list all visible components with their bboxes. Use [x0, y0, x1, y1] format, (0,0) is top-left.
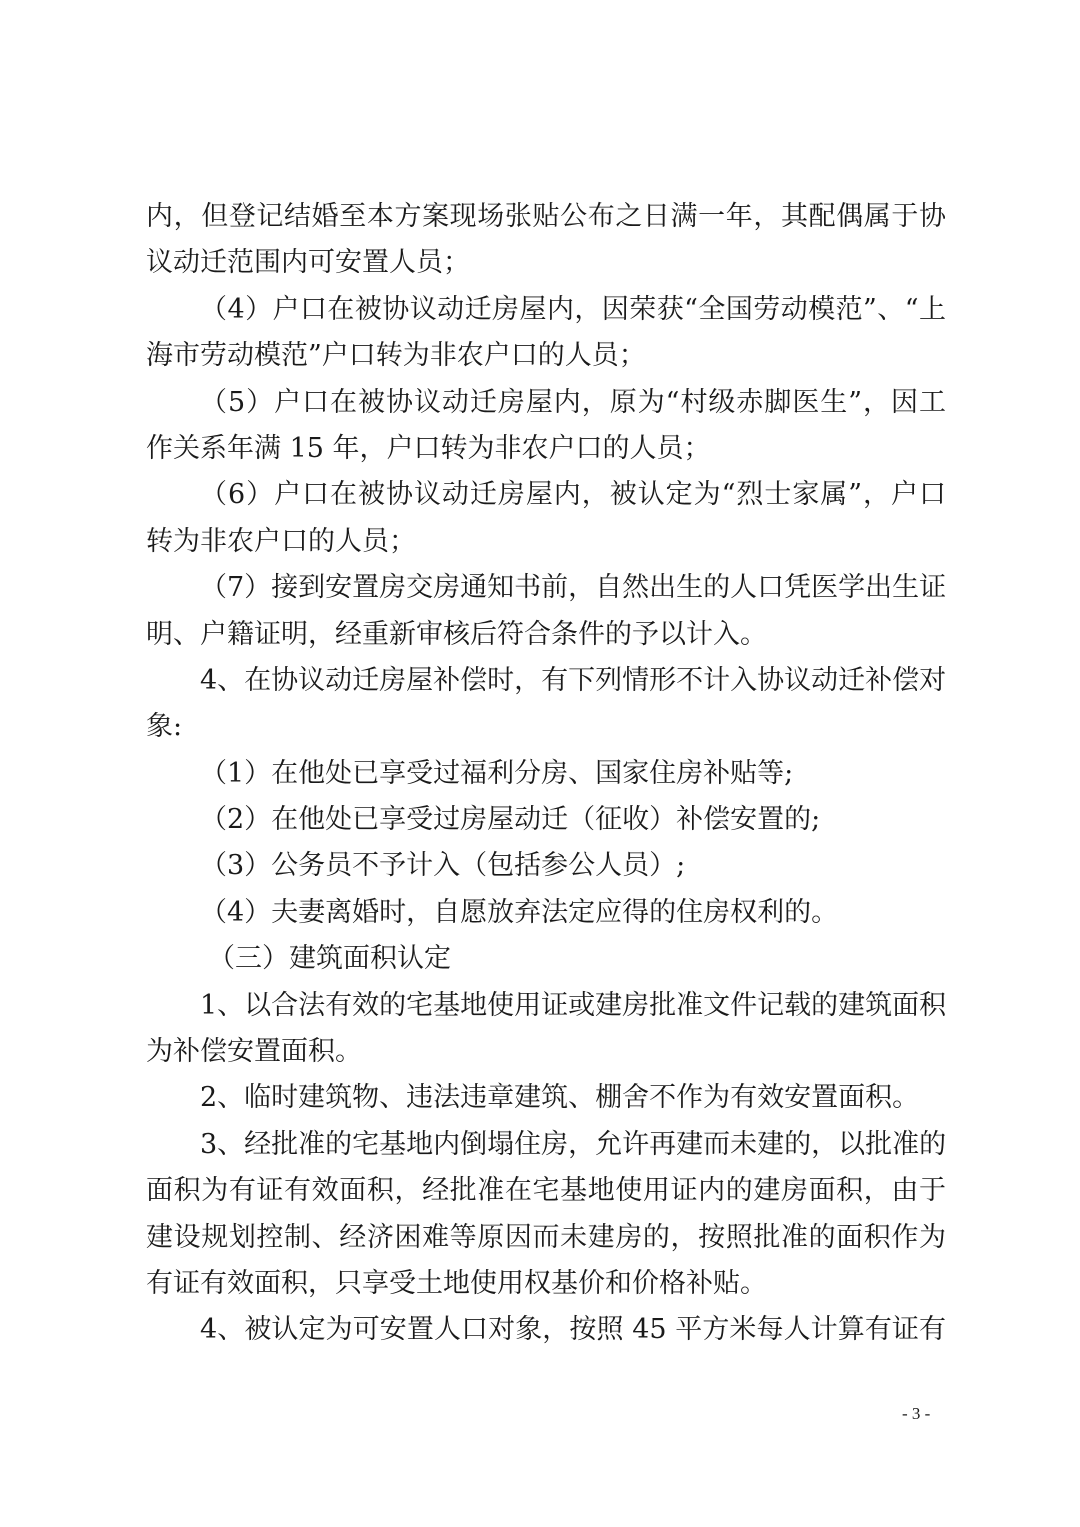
- text-line: 4、在协议动迁房屋补偿时，有下列情形不计入协议动迁补偿对: [200, 664, 947, 696]
- text-line: （6）户口在被协议动迁房屋内，被认定为“烈士家属”，户口: [200, 479, 946, 511]
- text-line: 2、临时建筑物、违法违章建筑、棚舍不作为有效安置面积。: [200, 1082, 920, 1114]
- text-line: 作关系年满 15 年，户口转为非农户口的人员；: [146, 432, 711, 464]
- section-heading: （三）建筑面积认定: [208, 943, 451, 975]
- text-line: 明、户籍证明，经重新审核后符合条件的予以计入。: [146, 618, 767, 650]
- text-line: （4）夫妻离婚时，自愿放弃法定应得的住房权利的。: [200, 896, 839, 928]
- text-line: 海市劳动模范”户口转为非农户口的人员；: [146, 340, 646, 372]
- text-line: 议动迁范围内可安置人员；: [146, 247, 470, 279]
- text-line: 转为非农户口的人员；: [146, 525, 416, 557]
- text-line: 1、以合法有效的宅基地使用证或建房批准文件记载的建筑面积: [200, 989, 947, 1021]
- text-line: 内，但登记结婚至本方案现场张贴公布之日满一年，其配偶属于协: [146, 201, 946, 232]
- text-line: 3、经批准的宅基地内倒塌住房，允许再建而未建的，以批准的: [200, 1128, 947, 1160]
- text-line: 为补偿安置面积。: [146, 1036, 362, 1068]
- text-line: 建设规划控制、经济困难等原因而未建房的，按照批准的面积作为: [146, 1221, 946, 1253]
- text-line: （4）户口在被协议动迁房屋内，因荣获“全国劳动模范”、“上: [200, 293, 946, 325]
- text-line: 4、被认定为可安置人口对象，按照 45 平方米每人计算有证有: [200, 1314, 946, 1346]
- document-body: [146, 194, 946, 1354]
- text-line: （2）在他处已享受过房屋动迁（征收）补偿安置的;: [200, 804, 821, 836]
- text-line: 象:: [146, 711, 183, 743]
- text-line: （1）在他处已享受过福利分房、国家住房补贴等;: [200, 757, 794, 789]
- text-line: （7）接到安置房交房通知书前，自然出生的人口凭医学出生证: [200, 572, 947, 604]
- text-line: （3）公务员不予计入（包括参公人员）;: [200, 850, 686, 882]
- page-number: - 3 -: [902, 1404, 931, 1423]
- text-line: 面积为有证有效面积，经批准在宅基地使用证内的建房面积，由于: [146, 1175, 946, 1207]
- text-line: （5）户口在被协议动迁房屋内，原为“村级赤脚医生”，因工: [200, 386, 946, 418]
- text-line: 有证有效面积，只享受土地使用权基价和价格补贴。: [146, 1267, 767, 1299]
